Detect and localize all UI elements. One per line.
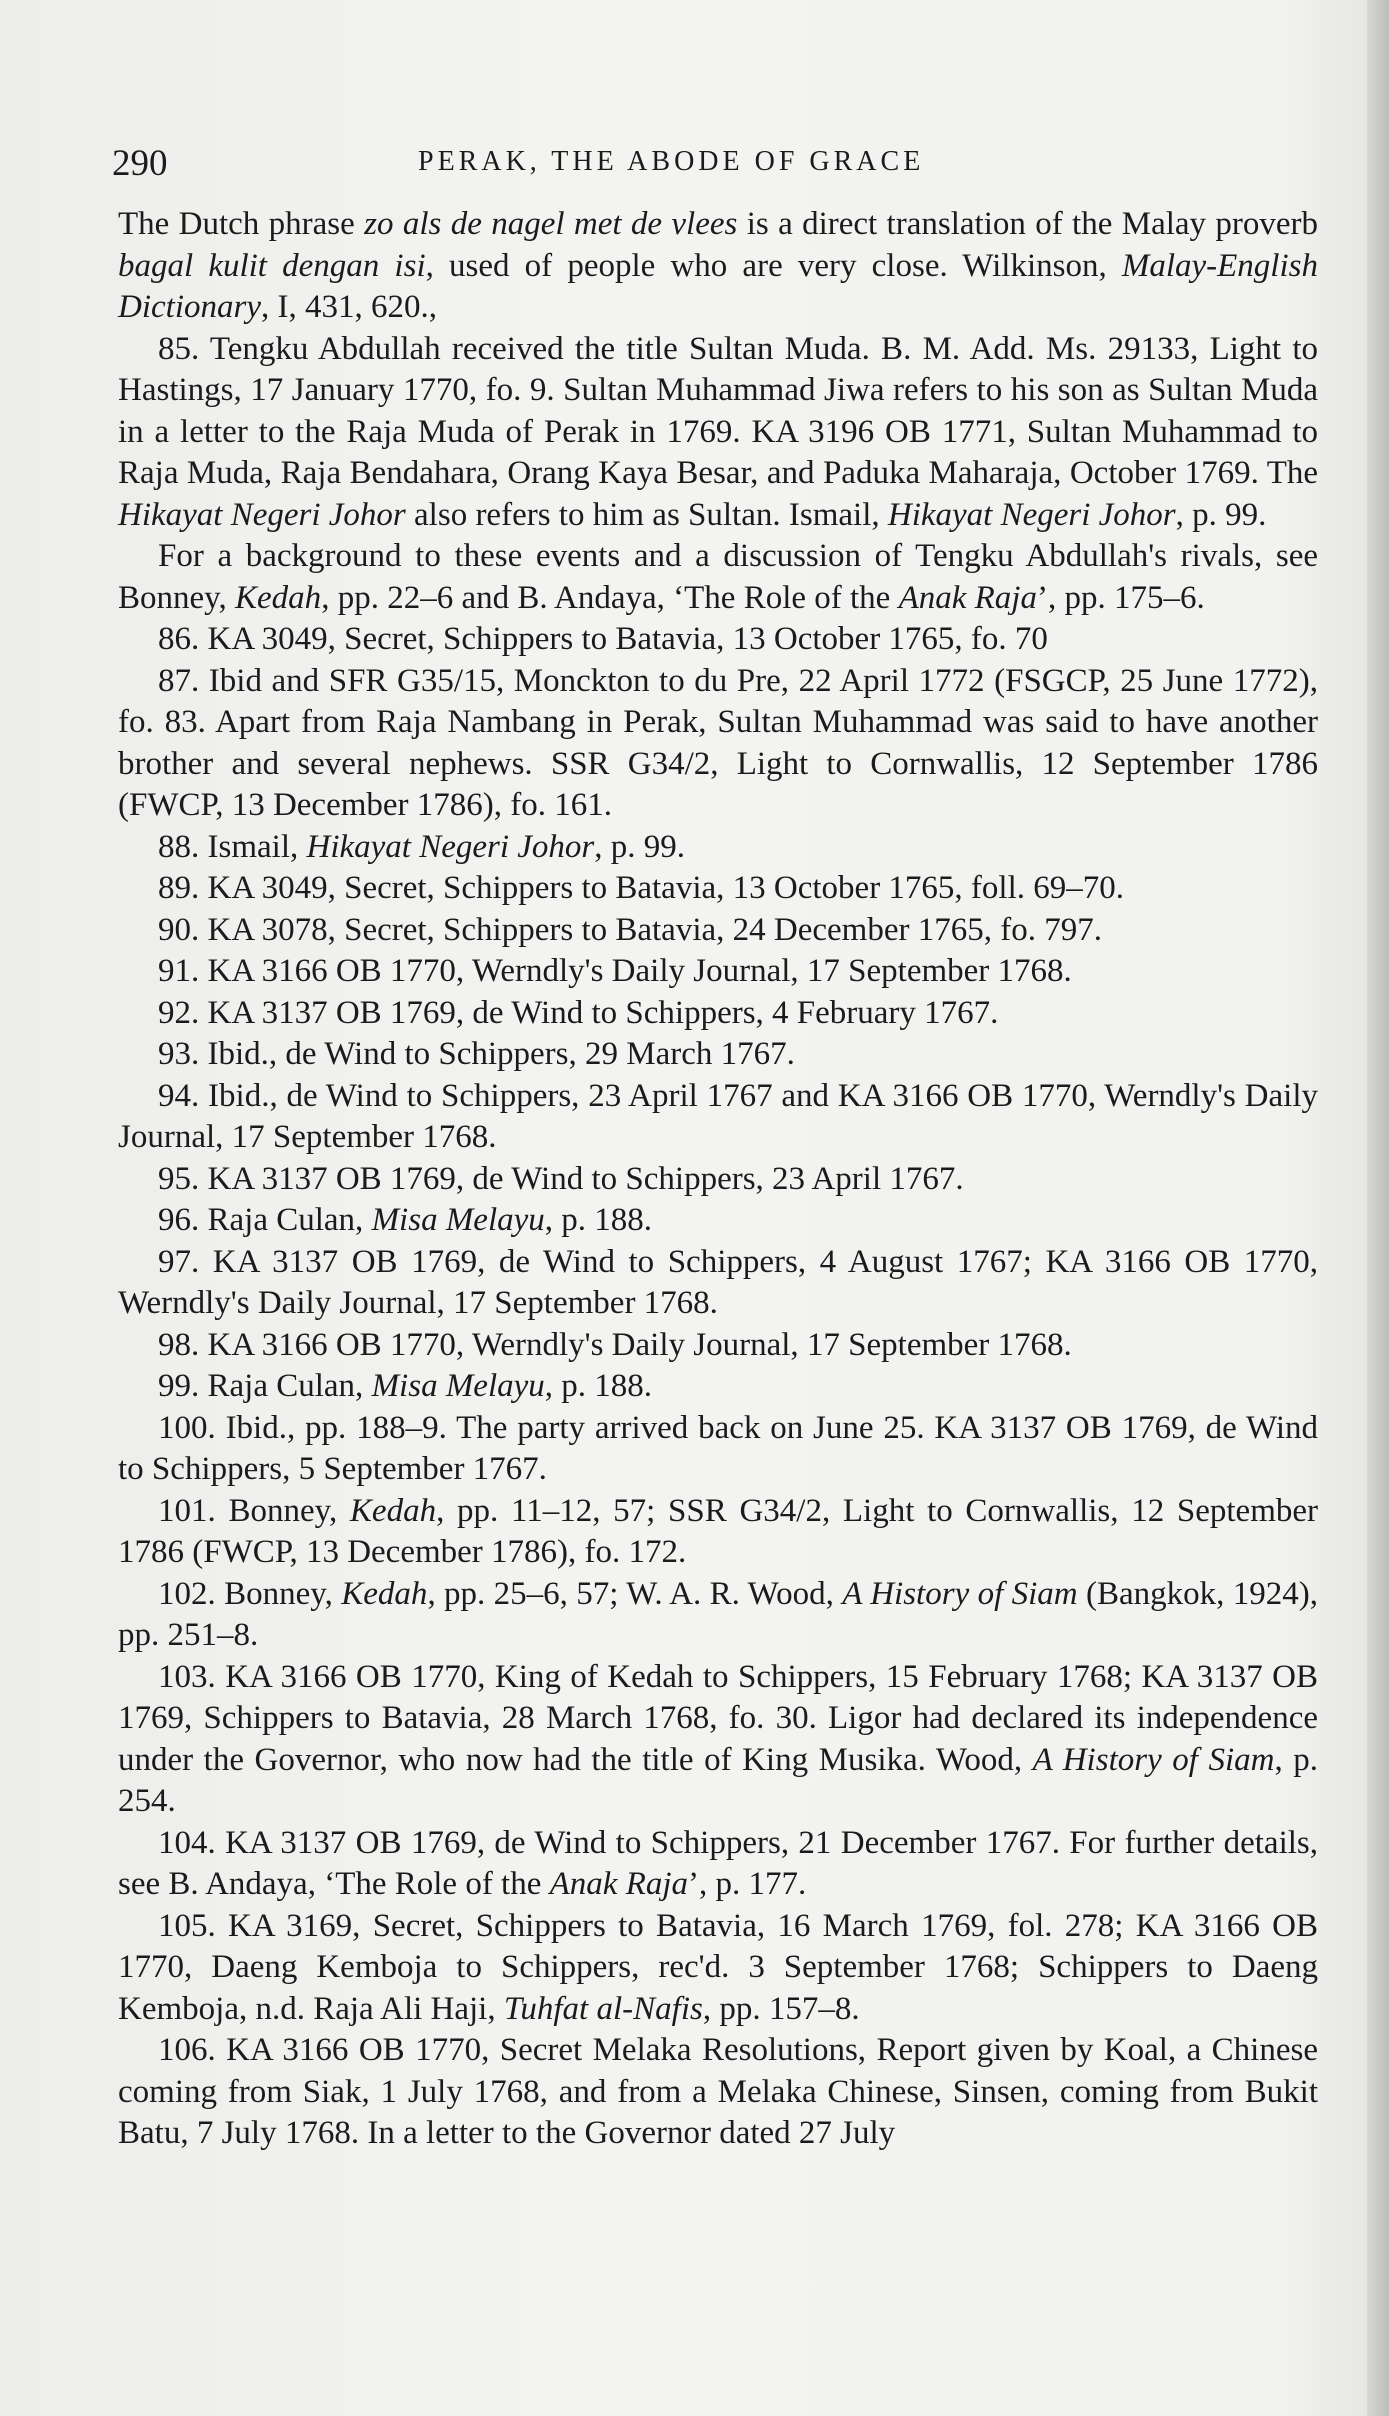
italic-title: Anak Raja — [898, 579, 1037, 616]
text-run: , p. 254. — [118, 1741, 1319, 1819]
endnote-n101 — [118, 1491, 1318, 1574]
running-title: PERAK, THE ABODE OF GRACE — [418, 146, 925, 177]
italic-title: Misa Melayu — [371, 1368, 545, 1404]
text-run: For a background to these events and a discussion of Tengku Abdullah's rivals, see Bonney, — [118, 538, 1318, 616]
text-run: , I, 431, 620., — [260, 289, 437, 325]
text-run: , p. 99. — [1175, 496, 1267, 533]
text-run: The Dutch phrase — [118, 206, 365, 242]
italic-title: zo als de nagel met de vlees — [364, 206, 738, 242]
text-run: 96. Raja Culan, — [158, 1202, 372, 1238]
endnote-n99 — [118, 1366, 1318, 1408]
endnote-n98 — [118, 1325, 1318, 1367]
italic-title: Anak Raja — [549, 1866, 689, 1902]
text-run: , p. 188. — [544, 1368, 653, 1404]
text-run: 89. KA 3049, Secret, Schippers to Batavia, 13 October 1765, foll. 69–70. — [158, 870, 1125, 906]
text-run: , used of people who are very close. Wilkinson, — [425, 247, 1122, 284]
text-run: 103. KA 3166 OB 1770, King of Kedah to Schippers, 15 February 1768; KA 3137 OB 1769, Schippers to Batavia, 28 March 1768, fo. 30. Ligor had declared its independence under the Governor, who now had the title of King Musika. Wood, — [118, 1658, 1318, 1778]
endnote-n91 — [118, 951, 1318, 993]
endnote-n88 — [118, 827, 1318, 869]
endnote-n104 — [118, 1823, 1318, 1906]
text-run: 90. KA 3078, Secret, Schippers to Batavia, 24 December 1765, fo. 797. — [158, 911, 1102, 948]
text-run: , pp. 25–6, 57; W. A. R. Wood, — [427, 1575, 843, 1612]
text-run: 97. KA 3137 OB 1769, de Wind to Schippers, 4 August 1767; KA 3166 OB 1770, Werndly's Daily Journal, 17 September 1768. — [118, 1243, 1318, 1321]
italic-title: Kedah — [341, 1575, 428, 1612]
text-run: 88. Ismail, — [158, 828, 307, 865]
text-run: , p. 99. — [594, 828, 686, 865]
text-run: ’, pp. 175–6. — [1036, 579, 1205, 616]
endnote-n85b — [118, 536, 1318, 619]
text-run: 92. KA 3137 OB 1769, de Wind to Schippers, 4 February 1767. — [158, 994, 999, 1031]
italic-title: Kedah — [235, 579, 322, 616]
text-run: 106. KA 3166 OB 1770, Secret Melaka Resolutions, Report given by Koal, a Chinese coming from Siak, 1 July 1768, and from a Melaka Chinese, Sinsen, coming from Bukit Batu, 7 July 1768. In a letter to the Governor dated 27 July — [118, 2032, 1318, 2151]
endnote-n102 — [118, 1574, 1318, 1657]
endnote-n100 — [118, 1408, 1318, 1491]
endnote-n93 — [118, 1034, 1318, 1076]
endnotes-text — [118, 204, 1318, 2155]
text-run: , pp. 22–6 and B. Andaya, ‘The Role of the — [321, 579, 899, 616]
text-run: 99. Raja Culan, — [158, 1368, 372, 1404]
italic-title: A History of Siam — [842, 1575, 1078, 1612]
text-run: 86. KA 3049, Secret, Schippers to Batavia, 13 October 1765, fo. 70 — [158, 621, 1048, 657]
text-run: 94. Ibid., de Wind to Schippers, 23 April 1767 and KA 3166 OB 1770, Werndly's Daily Journal, 17 September 1768. — [118, 1077, 1318, 1155]
text-run: 91. KA 3166 OB 1770, Werndly's Daily Journal, 17 September 1768. — [158, 953, 1072, 989]
endnote-n97 — [118, 1242, 1318, 1325]
text-run: 85. Tengku Abdullah received the title Sultan Muda. B. M. Add. Ms. 29133, Light to Hastings, 17 January 1770, fo. 9. Sultan Muhammad Jiwa refers to his son as Sultan Muda in a letter to the Raja Muda of Perak in 1769. KA 3196 OB 1771, Sultan Muhammad to Raja Muda, Raja Bendahara, Orang Kaya Besar, and Paduka Maharaja, October 1769. The — [118, 330, 1318, 491]
italic-title: Kedah — [349, 1492, 437, 1529]
endnote-n86 — [118, 619, 1318, 661]
italic-title: A History of Siam — [1032, 1741, 1275, 1778]
endnote-n89 — [118, 868, 1318, 910]
italic-title: Misa Melayu — [371, 1202, 545, 1238]
endnote-n105 — [118, 1906, 1318, 2031]
italic-title: Hikayat Negeri Johor — [118, 496, 406, 533]
page-edge — [1367, 0, 1389, 2416]
italic-title: Tuhfat al-Nafis — [503, 1990, 703, 2027]
page-number: 290 — [112, 143, 168, 184]
text-run: also refers to him as Sultan. Ismail, — [405, 496, 888, 533]
text-run: 104. KA 3137 OB 1769, de Wind to Schippers, 21 December 1767. For further details, see B. Andaya, ‘The Role of the — [118, 1824, 1318, 1902]
endnote-n87 — [118, 661, 1318, 827]
text-run: , pp. 11–12, 57; SSR G34/2, Light to Cornwallis, 12 September 1786 (FWCP, 13 December 1786), fo. 172. — [118, 1492, 1318, 1570]
endnote-n90 — [118, 910, 1318, 952]
text-run: 100. Ibid., pp. 188–9. The party arrived back on June 25. KA 3137 OB 1769, de Wind to Schippers, 5 September 1767. — [118, 1409, 1318, 1487]
text-run: is a direct translation of the Malay proverb — [737, 206, 1319, 242]
text-run: , pp. 157–8. — [702, 1990, 860, 2027]
text-run: (Bangkok, 1924), pp. 251–8. — [118, 1575, 1319, 1653]
text-run: ’, p. 177. — [688, 1866, 807, 1902]
text-run: 101. Bonney, — [158, 1492, 350, 1529]
page-header — [112, 142, 1312, 192]
text-run: 98. KA 3166 OB 1770, Werndly's Daily Journal, 17 September 1768. — [158, 1326, 1072, 1363]
endnote-n92 — [118, 993, 1318, 1035]
italic-title: bagal kulit dengan isi — [118, 247, 426, 284]
endnote-n96 — [118, 1200, 1318, 1242]
continued-paragraph — [118, 204, 1318, 329]
endnote-n85 — [118, 329, 1318, 537]
text-run: 102. Bonney, — [158, 1575, 342, 1612]
text-run: 93. Ibid., de Wind to Schippers, 29 March 1767. — [158, 1036, 795, 1072]
endnote-n95 — [118, 1159, 1318, 1201]
italic-title: Hikayat Negeri Johor — [306, 828, 595, 865]
italic-title: Malay-English Dictionary — [118, 247, 1318, 325]
italic-title: Hikayat Negeri Johor — [887, 496, 1176, 533]
endnote-n106 — [118, 2030, 1318, 2155]
endnote-n103 — [118, 1657, 1318, 1823]
text-run: , p. 188. — [544, 1202, 653, 1238]
text-run: 87. Ibid and SFR G35/15, Monckton to du Pre, 22 April 1772 (FSGCP, 25 June 1772), fo. 83. Apart from Raja Nambang in Perak, Sultan Muhammad was said to have another brother and several nephews. SSR G34/2, Light to Cornwallis, 12 September 1786 (FWCP, 13 December 1786), fo. 161. — [118, 662, 1318, 823]
text-run: 105. KA 3169, Secret, Schippers to Batavia, 16 March 1769, fol. 278; KA 3166 OB 1770, Daeng Kemboja to Schippers, rec'd. 3 September 1768; Schippers to Daeng Kemboja, n.d. Raja Ali Haji, — [118, 1907, 1318, 2027]
endnote-n94 — [118, 1076, 1318, 1159]
text-run: 95. KA 3137 OB 1769, de Wind to Schippers, 23 April 1767. — [158, 1160, 964, 1197]
